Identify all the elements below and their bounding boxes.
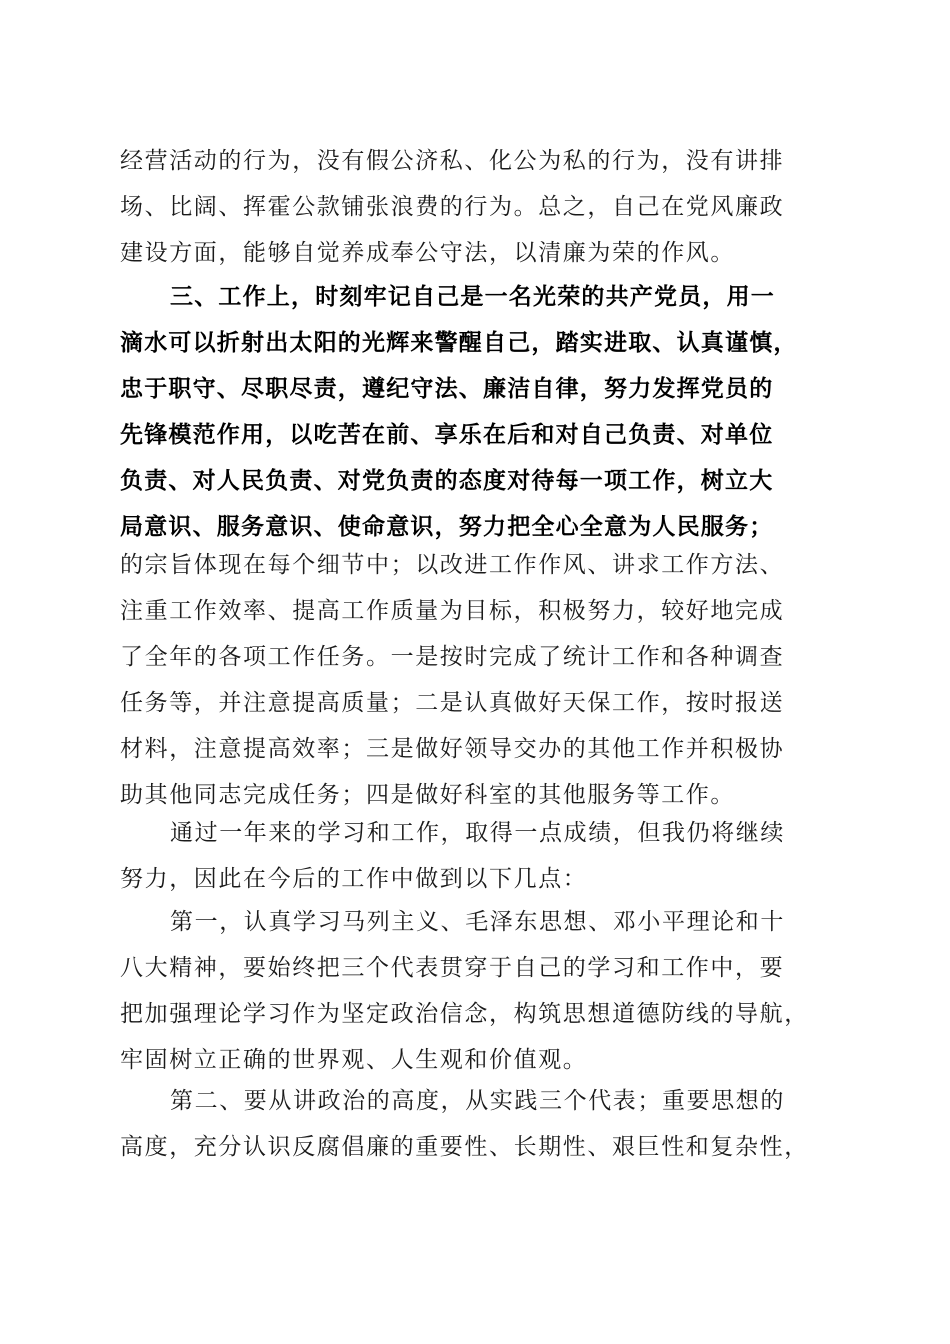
paragraph-point-two bbox=[120, 1078, 835, 1170]
text-line: 把加强理论学习作为坚定政治信念，构筑思想道德防线的导航， bbox=[120, 1001, 809, 1027]
text-line: 第二、要从讲政治的高度，从实践三个代表；重要思想的 bbox=[170, 1088, 785, 1114]
text-line: 任务等，并注意提高质量；二是认真做好天保工作，按时报送 bbox=[120, 690, 785, 716]
text-line: 通过一年来的学习和工作，取得一点成绩，但我仍将继续 bbox=[170, 820, 785, 846]
text-line: 场、比阔、挥霍公款铺张浪费的行为。总之，自己在党风廉政 bbox=[120, 194, 785, 220]
paragraph-future-intro bbox=[120, 810, 835, 902]
paragraph-conduct-continuation bbox=[120, 138, 835, 276]
text-line: 材料，注意提高效率；三是做好领导交办的其他工作并积极协 bbox=[120, 736, 785, 762]
text-line: 负责、对人民负责、对党负责的态度对待每一项工作，树立大 bbox=[120, 468, 774, 494]
text-line: 助其他同志完成任务；四是做好科室的其他服务等工作。 bbox=[120, 782, 735, 808]
text-line: 三、工作上，时刻牢记自己是一名光荣的共产党员，用一 bbox=[170, 284, 775, 310]
text-line: 滴水可以折射出太阳的光辉来警醒自己，踏实进取、认真谨慎， bbox=[120, 330, 798, 356]
text-line: 建设方面，能够自觉养成奉公守法，以清廉为荣的作风。 bbox=[120, 240, 735, 266]
text-line: 努力，因此在今后的工作中做到以下几点： bbox=[120, 866, 588, 892]
text-line: 八大精神，要始终把三个代表贯穿于自己的学习和工作中，要 bbox=[120, 955, 785, 981]
paragraph-work-details bbox=[120, 542, 835, 818]
text-line: 第一，认真学习马列主义、毛泽东思想、邓小平理论和十 bbox=[170, 909, 785, 935]
paragraph-work-section-three bbox=[120, 274, 835, 550]
text-line: 局意识、服务意识、使命意识，努力把全心全意为人民服务； bbox=[120, 514, 774, 540]
text-line: 的宗旨体现在每个细节中；以改进工作作风、讲求工作方法、 bbox=[120, 552, 785, 578]
paragraph-point-one bbox=[120, 899, 835, 1083]
text-line: 先锋模范作用，以吃苦在前、享乐在后和对自己负责、对单位 bbox=[120, 422, 774, 448]
text-line: 牢固树立正确的世界观、人生观和价值观。 bbox=[120, 1047, 588, 1073]
text-line: 了全年的各项工作任务。一是按时完成了统计工作和各种调查 bbox=[120, 644, 785, 670]
text-line: 经营活动的行为，没有假公济私、化公为私的行为，没有讲排 bbox=[120, 148, 785, 174]
text-line: 高度，充分认识反腐倡廉的重要性、长期性、艰巨性和复杂性， bbox=[120, 1134, 809, 1160]
text-line: 忠于职守、尽职尽责，遵纪守法、廉洁自律，努力发挥党员的 bbox=[120, 376, 774, 402]
text-line: 注重工作效率、提高工作质量为目标，积极努力，较好地完成 bbox=[120, 598, 785, 624]
